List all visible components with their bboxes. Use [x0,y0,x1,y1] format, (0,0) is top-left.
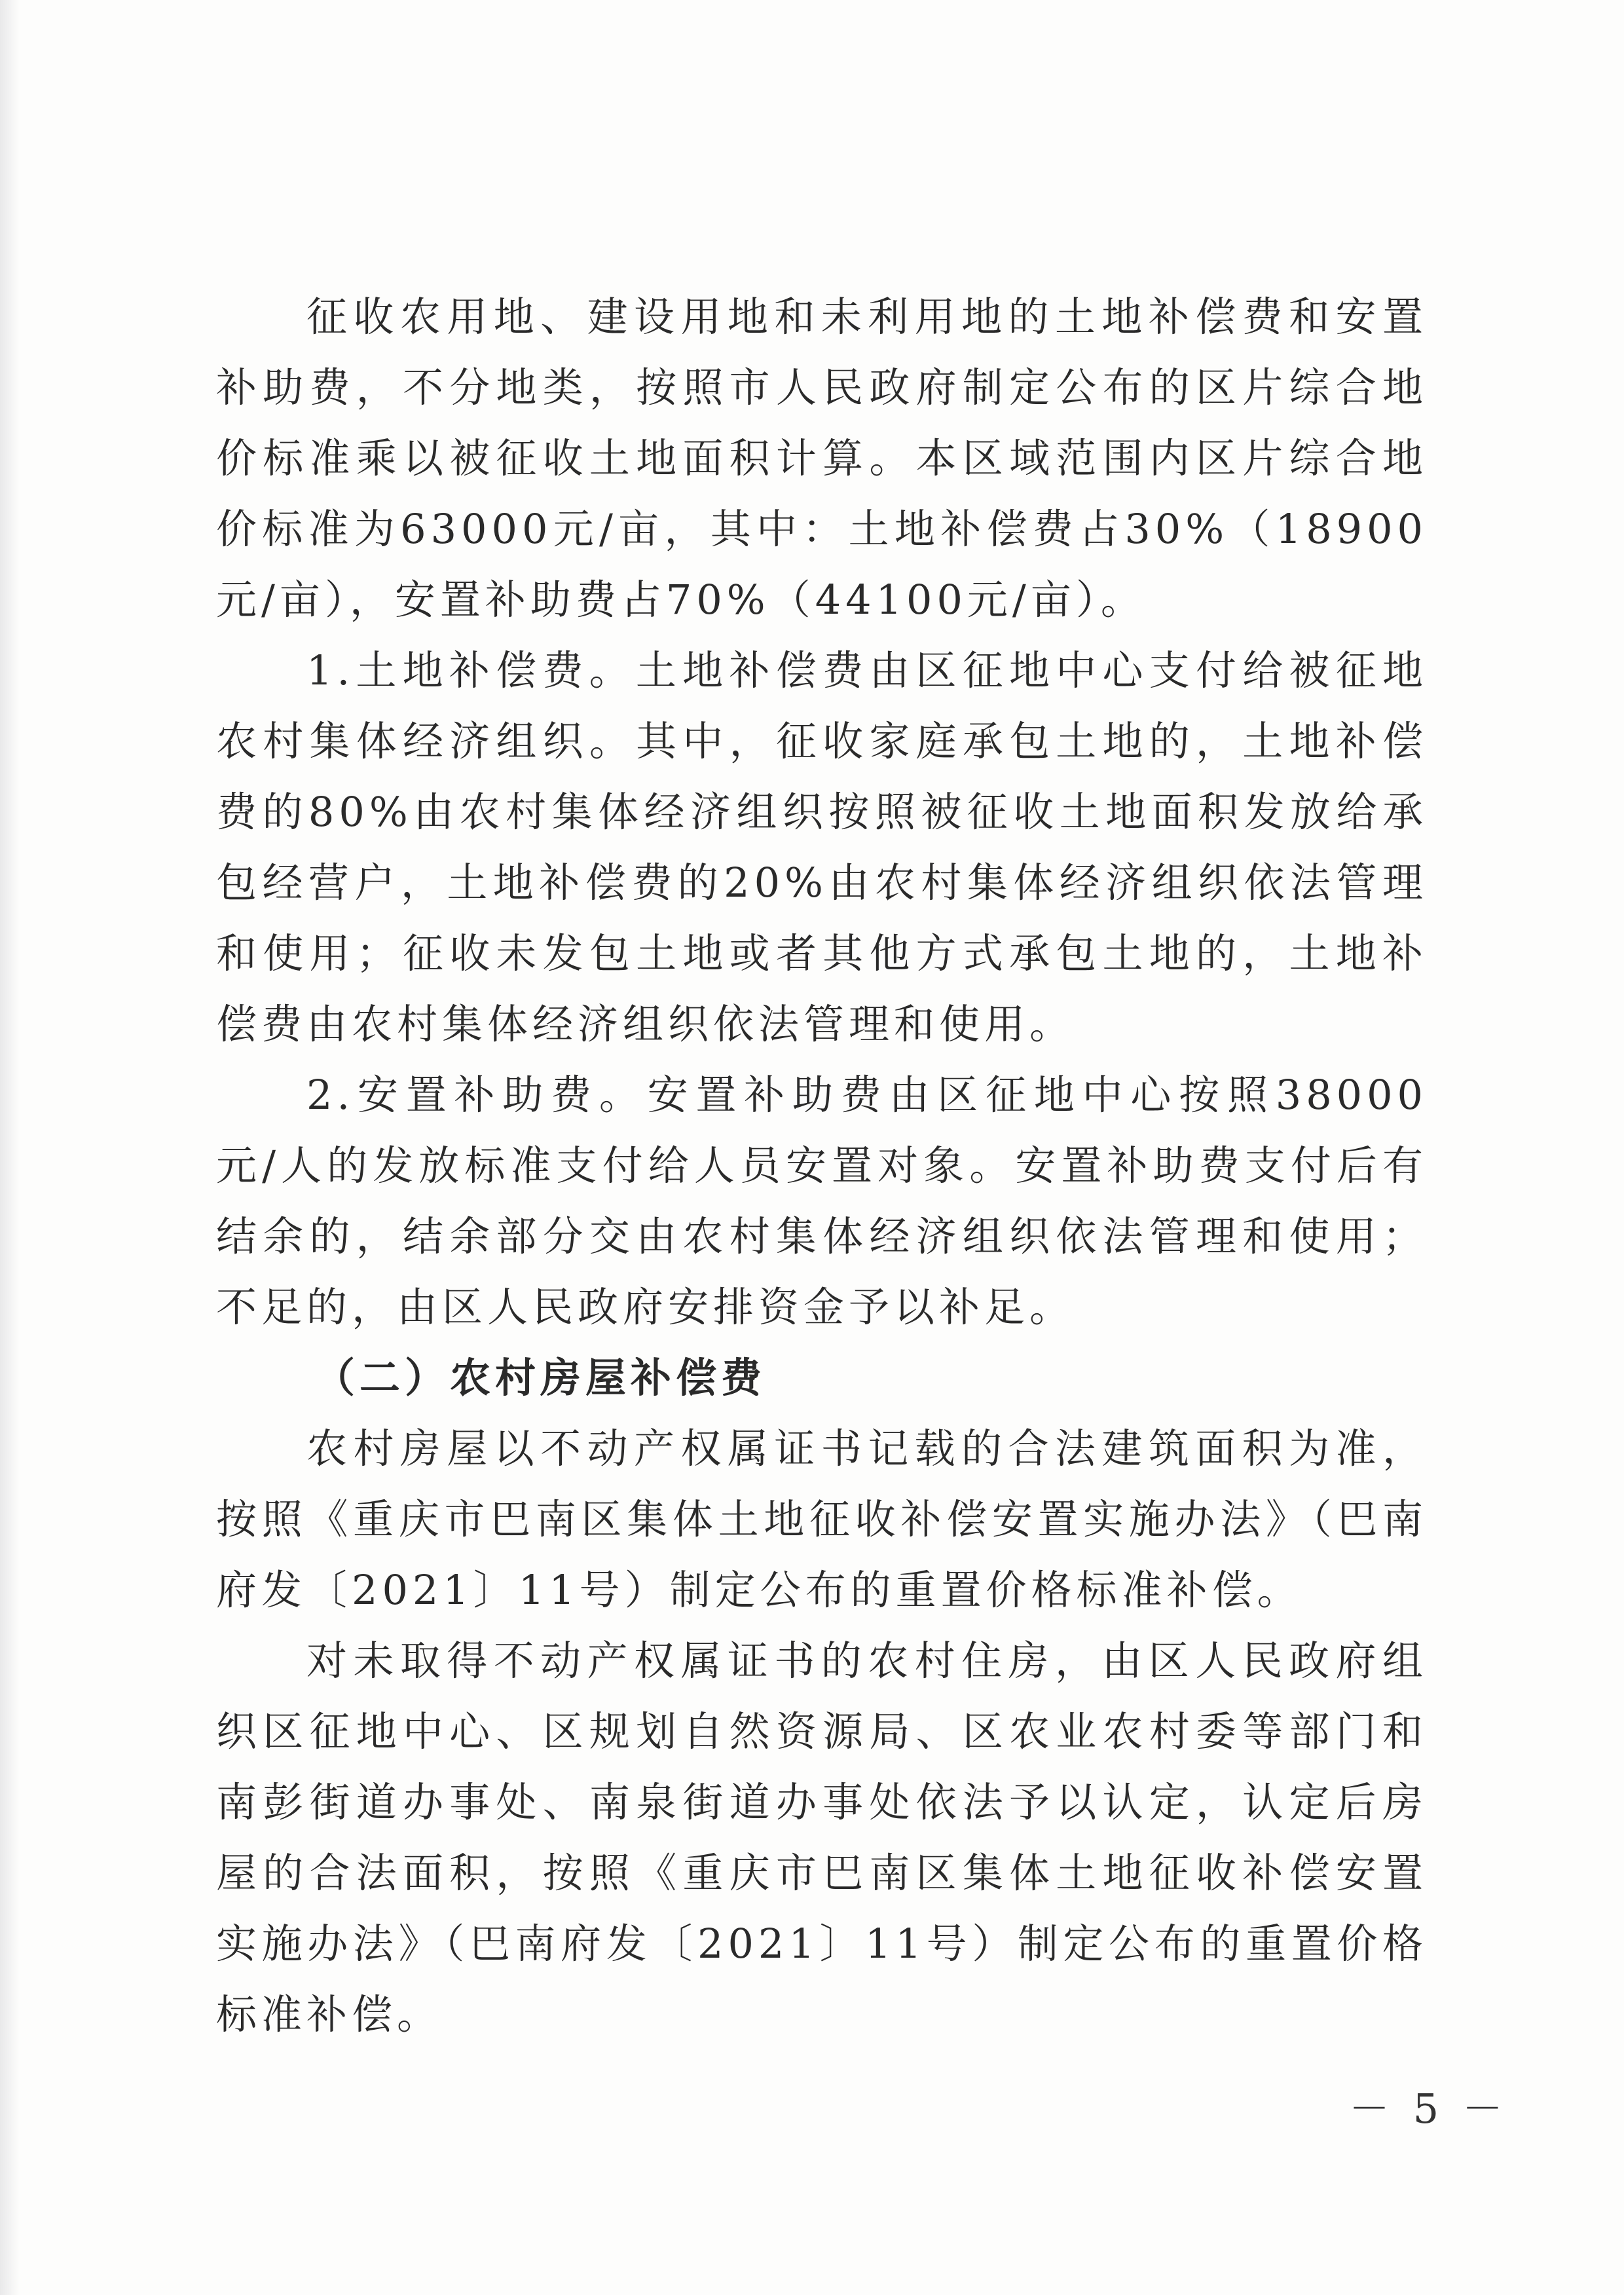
page-number: － 5 － [1349,2085,1508,2133]
paragraph-resettlement-subsidy: 2.安置补助费。安置补助费由区征地中心按照38000元/人的发放标准支付给人员安置对象。安置补助费支付后有结余的，结余部分交由农村集体经济组织依法管理和使用；不足的，由区人民政府安排资金予以补足。 [216,1071,1428,1331]
section-heading-rural-housing: （二）农村房屋补偿费 [314,1354,767,1402]
paragraph-rural-housing-certified: 农村房屋以不动产权属证书记载的合法建筑面积为准，按照《重庆市巴南区集体土地征收补偿安置实施办法》（巴南府发〔2021〕11号）制定公布的重置价格标准补偿。 [216,1425,1428,1614]
paragraph-land-compensation-fee: 1.土地补偿费。土地补偿费由区征地中心支付给被征地农村集体经济组织。其中，征收家庭承包土地的，土地补偿费的80%由农村集体经济组织按照被征收土地面积发放给承包经营户，土地补偿费的20%由农村集体经济组织依法管理和使用；征收未发包土地或者其他方式承包土地的，土地补偿费由农村集体经济组织依法管理和使用。 [216,646,1428,1048]
document-body [216,282,1428,2050]
page-edge-shadow [0,0,20,2295]
paragraph-rural-housing-uncertified: 对未取得不动产权属证书的农村住房，由区人民政府组织区征地中心、区规划自然资源局、区农业农村委等部门和南彭街道办事处、南泉街道办事处依法予以认定，认定后房屋的合法面积，按照《重庆市巴南区集体土地征收补偿安置实施办法》（巴南府发〔2021〕11号）制定公布的重置价格标准补偿。 [216,1637,1428,2038]
paragraph-land-compensation-intro: 征收农用地、建设用地和未利用地的土地补偿费和安置补助费，不分地类，按照市人民政府制定公布的区片综合地价标准乘以被征收土地面积计算。本区域范围内区片综合地价标准为63000元/亩，其中：土地补偿费占30%（18900元/亩），安置补助费占70%（44100元/亩）。 [216,293,1428,624]
